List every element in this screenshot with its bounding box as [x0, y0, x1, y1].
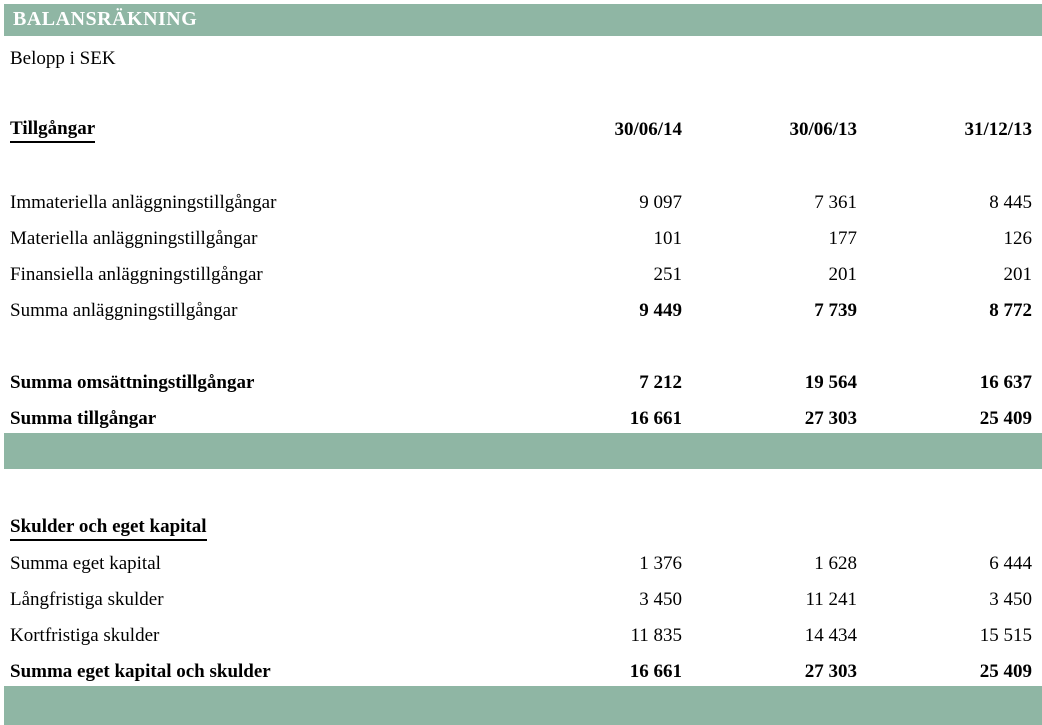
assets-heading: Tillgångar: [10, 118, 95, 143]
row-label: Summa eget kapital och skulder: [10, 661, 271, 682]
row-value: 25 409: [979, 408, 1032, 429]
row-value: 3 450: [989, 589, 1032, 610]
row-value: 16 637: [979, 372, 1032, 393]
section-divider-band: [4, 433, 1042, 469]
row-value: 3 450: [639, 589, 682, 610]
row-value: 7 361: [814, 192, 857, 213]
footer-band: [4, 686, 1042, 725]
row-value: 201: [1003, 264, 1032, 285]
row-label: Finansiella anläggningstillgångar: [10, 264, 263, 285]
row-value: 19 564: [804, 372, 857, 393]
row-value: 1 628: [814, 553, 857, 574]
liabilities-heading: Skulder och eget kapital: [10, 516, 207, 541]
row-value: 7 739: [814, 300, 857, 321]
row-value: 201: [828, 264, 857, 285]
report-title: BALANSRÄKNING: [13, 8, 198, 30]
row-value: 27 303: [804, 408, 857, 429]
row-label: Summa anläggningstillgångar: [10, 300, 238, 321]
row-value: 11 241: [805, 589, 857, 610]
row-value: 177: [828, 228, 857, 249]
row-value: 14 434: [804, 625, 857, 646]
row-value: 15 515: [979, 625, 1032, 646]
row-label: Immateriella anläggningstillgångar: [10, 192, 277, 213]
row-value: 101: [653, 228, 682, 249]
row-value: 126: [1003, 228, 1032, 249]
row-value: 1 376: [639, 553, 682, 574]
row-label: Summa omsättningstillgångar: [10, 372, 255, 393]
row-label: Summa tillgångar: [10, 408, 157, 429]
row-value: 25 409: [979, 661, 1032, 682]
row-value: 8 772: [989, 300, 1032, 321]
date-header-3: 31/12/13: [964, 119, 1032, 140]
row-value: 27 303: [804, 661, 857, 682]
row-value: 16 661: [629, 408, 682, 429]
row-value: 9 449: [639, 300, 682, 321]
row-value: 11 835: [630, 625, 682, 646]
row-label: Summa eget kapital: [10, 553, 161, 574]
row-value: 16 661: [629, 661, 682, 682]
row-label: Långfristiga skulder: [10, 589, 164, 610]
currency-note: Belopp i SEK: [10, 48, 116, 69]
row-value: 251: [653, 264, 682, 285]
date-header-2: 30/06/13: [789, 119, 857, 140]
row-label: Kortfristiga skulder: [10, 625, 160, 646]
row-value: 7 212: [639, 372, 682, 393]
title-band: [4, 4, 1042, 36]
row-value: 9 097: [639, 192, 682, 213]
row-value: 6 444: [989, 553, 1032, 574]
row-label: Materiella anläggningstillgångar: [10, 228, 258, 249]
row-value: 8 445: [989, 192, 1032, 213]
date-header-1: 30/06/14: [614, 119, 682, 140]
